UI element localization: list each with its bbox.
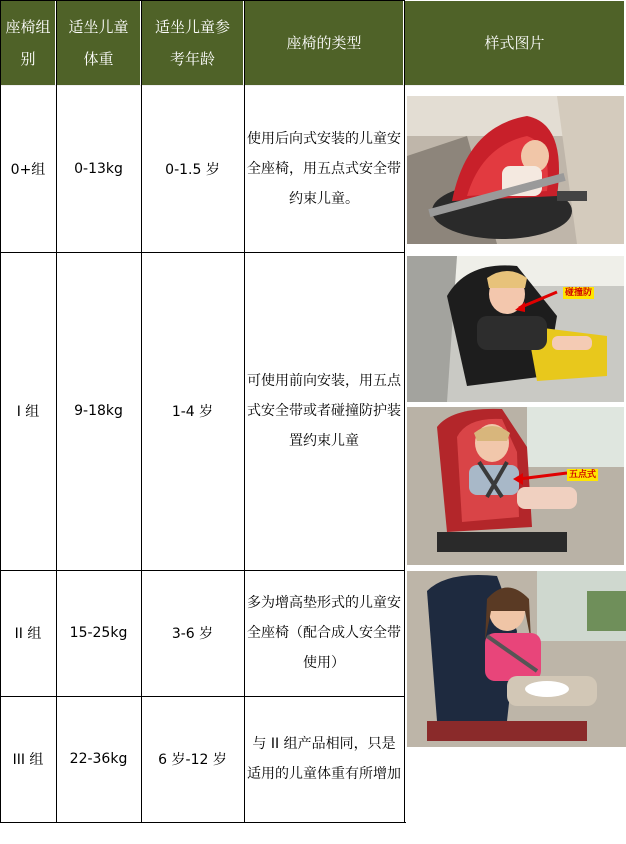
rule bbox=[0, 85, 626, 86]
photo-impact-shield-seat bbox=[407, 256, 624, 402]
photo-booster-seat bbox=[407, 571, 626, 747]
row-3-weight: 22-36kg bbox=[69, 751, 128, 767]
header-type: 座椅的类型 bbox=[245, 1, 403, 85]
header-weight: 适坐儿童体重 bbox=[57, 1, 140, 85]
impact-shield-label: 碰撞防 bbox=[565, 288, 593, 298]
row-2-weight: 15-25kg bbox=[69, 625, 128, 641]
row-3-group: III 组 bbox=[12, 752, 44, 768]
row-0plus-group: 0+组 bbox=[10, 162, 46, 178]
row-2-age: 3-6 岁 bbox=[171, 626, 214, 642]
rule bbox=[244, 0, 245, 823]
rule bbox=[0, 252, 405, 253]
rule bbox=[0, 822, 406, 823]
header-age: 适坐儿童参考年龄 bbox=[142, 1, 243, 85]
header-group: 座椅组别 bbox=[1, 1, 55, 85]
rule bbox=[404, 0, 405, 823]
photo-five-point-harness-seat bbox=[407, 407, 624, 565]
rule bbox=[0, 570, 405, 571]
rule bbox=[0, 0, 405, 1]
row-0plus-age: 0-1.5 岁 bbox=[165, 162, 220, 178]
rule bbox=[56, 0, 57, 823]
row-2-group: II 组 bbox=[14, 626, 42, 642]
row-3-age: 6 岁-12 岁 bbox=[158, 752, 227, 768]
photo-rear-facing-infant-seat bbox=[407, 96, 624, 244]
five-point-label: 五点式 bbox=[569, 470, 597, 480]
rule bbox=[0, 696, 405, 697]
row-3-type: 与 II 组产品相同，只是适用的儿童体重有所增加 bbox=[247, 736, 401, 782]
rule bbox=[0, 0, 1, 823]
row-1-age: 1-4 岁 bbox=[171, 404, 214, 420]
rule bbox=[141, 0, 142, 823]
row-1-weight: 9-18kg bbox=[74, 403, 123, 419]
row-1-group: I 组 bbox=[16, 404, 40, 420]
row-2-type: 多为增高垫形式的儿童安全座椅（配合成人安全带使用） bbox=[247, 595, 401, 671]
row-1-type: 可使用前向安装，用五点式安全带或者碰撞防护装置约束儿童 bbox=[247, 373, 401, 449]
header-image: 样式图片 bbox=[405, 1, 624, 85]
row-0plus-type: 使用后向式安装的儿童安全座椅，用五点式安全带约束儿童。 bbox=[247, 131, 401, 207]
row-0plus-weight: 0-13kg bbox=[74, 161, 123, 177]
